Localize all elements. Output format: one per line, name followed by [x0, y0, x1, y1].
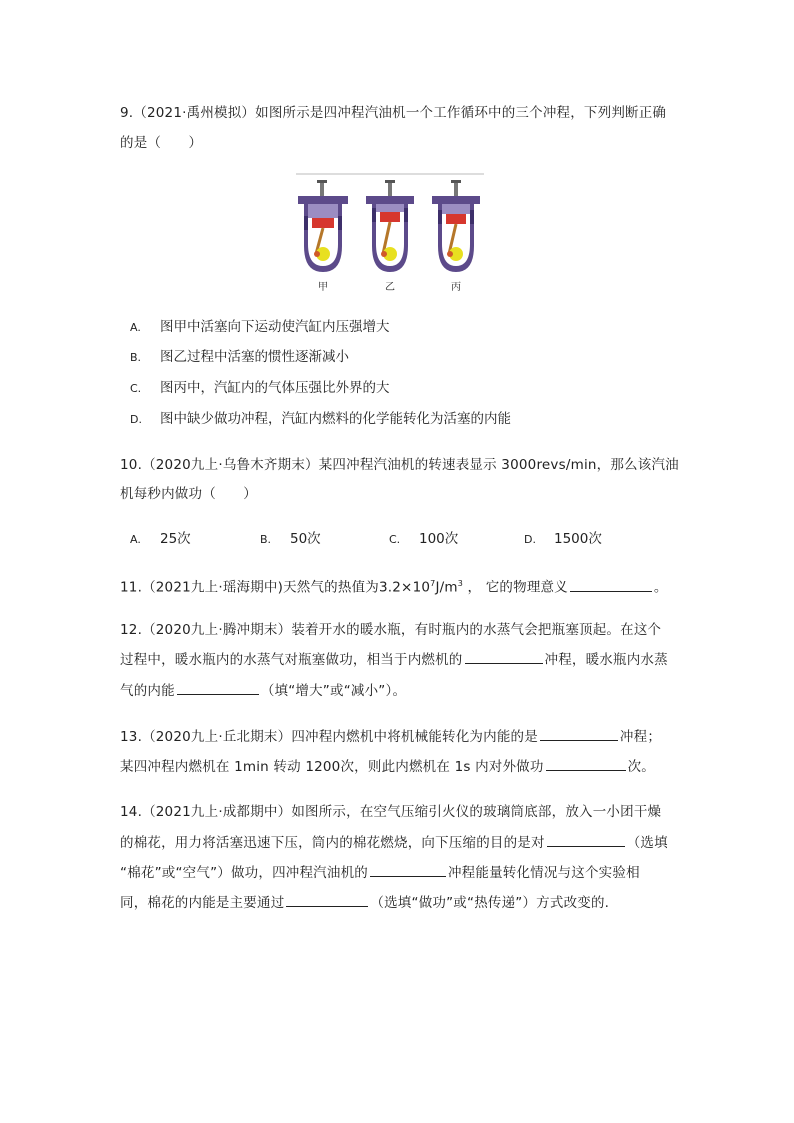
option-text: 图中缺少做功冲程，汽缸内燃料的化学能转化为活塞的内能	[160, 411, 511, 427]
q14-line3	[120, 862, 640, 883]
figure-label-jia: 甲	[318, 282, 328, 293]
q12-line3	[120, 680, 406, 701]
q11-unit-exponent: 3	[457, 579, 464, 588]
q13-line2-text-b: 次。	[627, 759, 655, 775]
q12-line2-text-a: 过程中，暖水瓶内的水蒸气对瓶塞做功，相当于内燃机的	[120, 652, 463, 668]
engine-strokes-figure	[290, 172, 490, 297]
q10-option-b	[260, 529, 321, 550]
figure-label-bing: 丙	[451, 282, 461, 293]
q14-line4-text-b: （选填“做功”或“热传递”）方式改变的.	[370, 895, 610, 911]
engine-bing-drawing	[432, 180, 480, 272]
q11-exponent: 7	[430, 579, 436, 588]
option-label: C.	[130, 382, 142, 395]
option-text: 图丙中，汽缸内的气体压强比外界的大	[160, 380, 390, 396]
q12-line2-text-b: 冲程，暖水瓶内水蒸	[544, 652, 668, 668]
option-text: 1500次	[554, 531, 602, 547]
option-label: C.	[389, 533, 401, 546]
q14-object-blank[interactable]	[547, 832, 625, 847]
q13-line1-text-a: 13.（2020九上·丘北期末）四冲程内燃机中将机械能转化为内能的是	[120, 729, 538, 745]
q12-energy-blank[interactable]	[177, 680, 259, 695]
q12-line3-text-a: 气的内能	[120, 683, 175, 699]
option-label: A.	[130, 533, 141, 546]
q9-option-c	[130, 378, 390, 399]
q11-line	[120, 574, 668, 598]
option-label: B.	[130, 351, 142, 364]
q11-suffix: 。	[653, 579, 668, 596]
q13-line2	[120, 756, 655, 777]
q13-stroke-blank[interactable]	[540, 726, 618, 741]
q13-work-count-blank[interactable]	[546, 756, 626, 771]
option-text: 25次	[160, 531, 191, 547]
option-label: B.	[260, 533, 272, 546]
q14-line2-text-b: （选填	[626, 835, 668, 851]
engine-yi-drawing	[366, 180, 414, 272]
q9-line2: 的是（ ）	[120, 135, 203, 151]
q11-unit: J/m	[435, 579, 458, 596]
q10-option-c	[389, 529, 458, 550]
q9-option-a	[130, 317, 390, 338]
q10-line2: 机每秒内做功（ ）	[120, 486, 257, 502]
option-text: 图甲中活塞向下运动使汽缸内压强增大	[160, 319, 390, 335]
q14-line4	[120, 892, 609, 913]
q12-stroke-blank[interactable]	[465, 649, 543, 664]
q14-method-blank[interactable]	[286, 892, 368, 907]
q11-prefix: 11.（2021九上·瑶海期中)天然气的热值为3.2×10	[120, 579, 431, 596]
q14-line3-text-a: “棉花”或“空气”）做功，四冲程汽油机的	[120, 865, 368, 881]
q9-option-d	[130, 409, 511, 430]
option-text: 100次	[419, 531, 459, 547]
q10-option-a	[130, 529, 191, 550]
q12-line2	[120, 649, 668, 670]
q13-line1-text-b: 冲程；	[619, 729, 662, 745]
option-label: A.	[130, 321, 141, 334]
q14-line2-text-a: 的棉花，用力将活塞迅速下压，筒内的棉花燃烧，向下压缩的目的是对	[120, 835, 545, 851]
q10-line1: 10.（2020九上·乌鲁木齐期末）某四冲程汽油机的转速表显示 3000revs/min，那么该汽油	[120, 457, 679, 473]
q12-line3-text-b: （填“增大”或“减小”）。	[260, 683, 407, 699]
q10-option-d	[524, 529, 602, 550]
q14-line1: 14.（2021九上·成都期中）如图所示，在空气压缩引火仪的玻璃筒底部，放入一小团干燥	[120, 804, 662, 820]
option-text: 50次	[290, 531, 321, 547]
option-label: D.	[130, 413, 142, 426]
q9-option-b	[130, 347, 349, 368]
q13-line2-text-a: 某四冲程内燃机在 1min 转动 1200次，则此内燃机在 1s 内对外做功	[120, 759, 544, 775]
engine-jia-drawing	[298, 180, 348, 272]
q14-stroke-blank[interactable]	[370, 862, 446, 877]
q12-line1: 12.（2020九上·腾冲期末）装着开水的暖水瓶，有时瓶内的水蒸气会把瓶塞顶起。在这个	[120, 622, 662, 638]
q14-line4-text-a: 同，棉花的内能是主要通过	[120, 895, 285, 911]
q11-answer-blank[interactable]	[570, 577, 652, 592]
q11-middle: ， 它的物理意义	[463, 579, 568, 596]
q14-line3-text-b: 冲程能量转化情况与这个实验相	[447, 865, 640, 881]
engine-strokes-diagram	[290, 172, 490, 297]
option-text: 图乙过程中活塞的惯性逐渐减小	[160, 349, 349, 365]
q9-line1: 9.（2021·禹州模拟）如图所示是四冲程汽油机一个工作循环中的三个冲程，下列判断正确	[120, 105, 667, 121]
q13-line1	[120, 726, 661, 747]
q14-line2	[120, 832, 668, 853]
option-label: D.	[524, 533, 536, 546]
figure-label-yi: 乙	[385, 282, 395, 293]
